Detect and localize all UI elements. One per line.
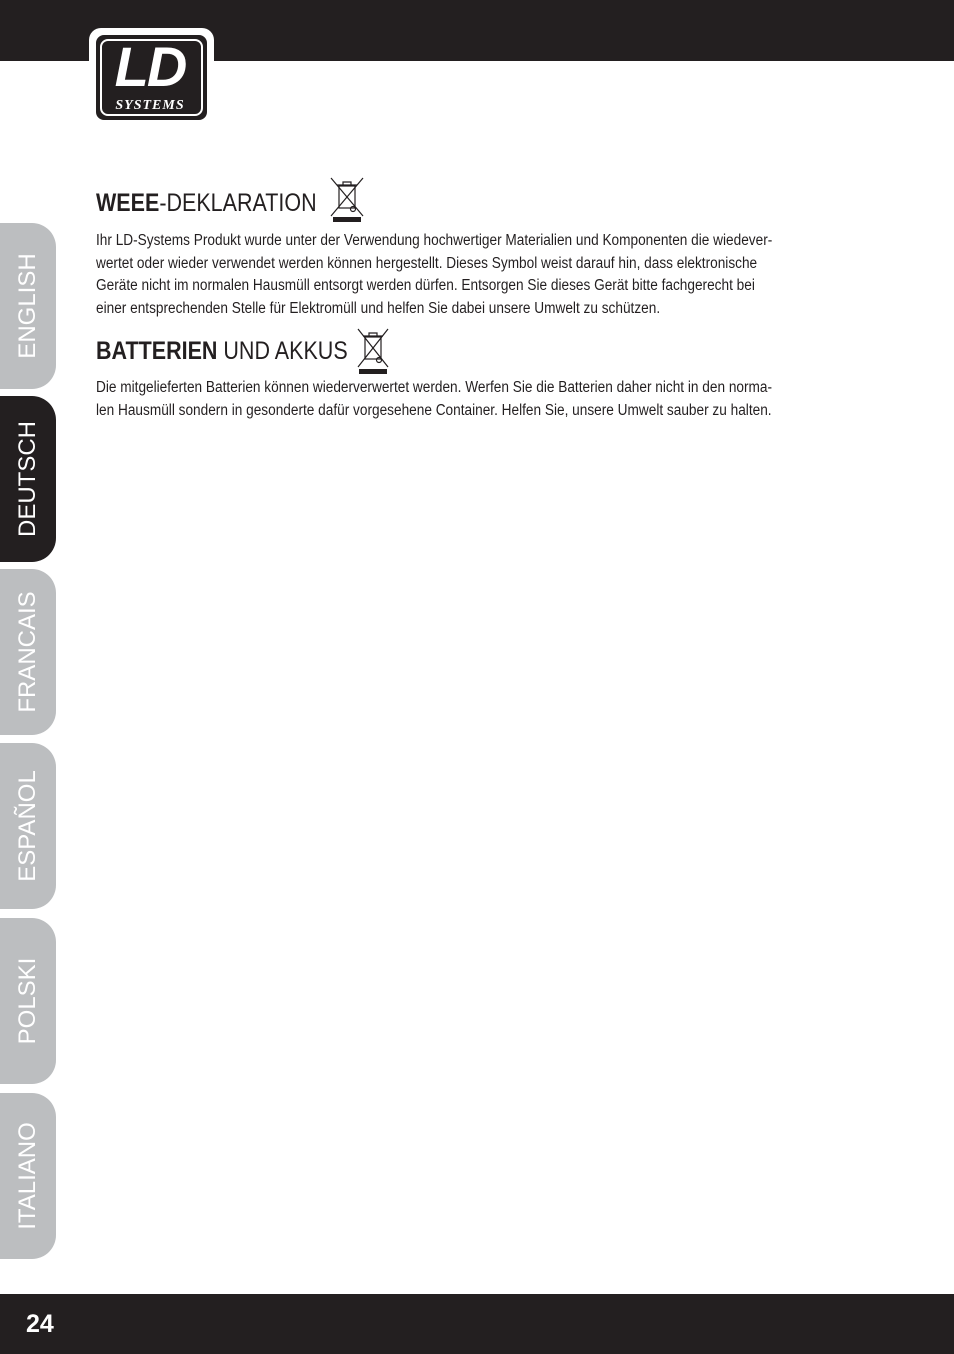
page-number: 24 xyxy=(26,1310,54,1338)
tab-espanol[interactable] xyxy=(0,743,56,909)
ld-systems-logo xyxy=(89,28,214,127)
tab-label: ESPAÑOL xyxy=(14,770,41,882)
tab-label: ITALIANO xyxy=(14,1122,41,1230)
text-line: Geräte nicht im normalen Hausmüll entsorgt werden dürfen. Entsorgen Sie dieses Gerät bitte fachgerecht bei xyxy=(96,277,755,295)
batterien-heading: BATTERIEN UND AKKUS xyxy=(96,337,348,365)
weee-heading: WEEE-DEKLARATION xyxy=(96,189,317,217)
text-line: Ihr LD-Systems Produkt wurde unter der Verwendung hochwertiger Materialien und Komponenten die wiedever- xyxy=(96,232,773,249)
logo-main-text: LD xyxy=(114,35,186,98)
tab-label: POLSKI xyxy=(14,957,41,1045)
tab-francais[interactable] xyxy=(0,569,56,735)
batterien-paragraph xyxy=(96,377,853,422)
crossed-out-wheelie-bin-icon xyxy=(328,176,366,224)
text-line: len Hausmüll sondern in gesonderte dafür vorgesehene Container. Helfen Sie, unsere Umwelt sauber zu halten. xyxy=(96,401,772,419)
weee-paragraph xyxy=(96,230,853,321)
crossed-out-wheelie-bin-icon xyxy=(355,327,391,375)
tab-deutsch[interactable] xyxy=(0,396,56,562)
tab-label: DEUTSCH xyxy=(14,420,41,538)
tab-label: FRANCAIS xyxy=(14,591,41,713)
tab-polski[interactable] xyxy=(0,918,56,1084)
tab-english[interactable] xyxy=(0,223,56,389)
tab-italiano[interactable] xyxy=(0,1093,56,1259)
bottom-bar xyxy=(0,1294,954,1354)
tab-label: ENGLISH xyxy=(14,253,41,359)
text-line: wertet oder wieder verwendet werden können hergestellt. Dieses Symbol weist darauf hin, dass elektronische xyxy=(96,254,758,272)
text-line: einer entsprechenden Stelle für Elektromüll und helfen Sie dabei unsere Umwelt zu schützen. xyxy=(96,300,661,318)
text-line: Die mitgelieferten Batterien können wiederverwertet werden. Werfen Sie die Batterien daher nicht in den norma- xyxy=(96,379,773,396)
logo-sub-text: SYSTEMS xyxy=(115,98,185,113)
